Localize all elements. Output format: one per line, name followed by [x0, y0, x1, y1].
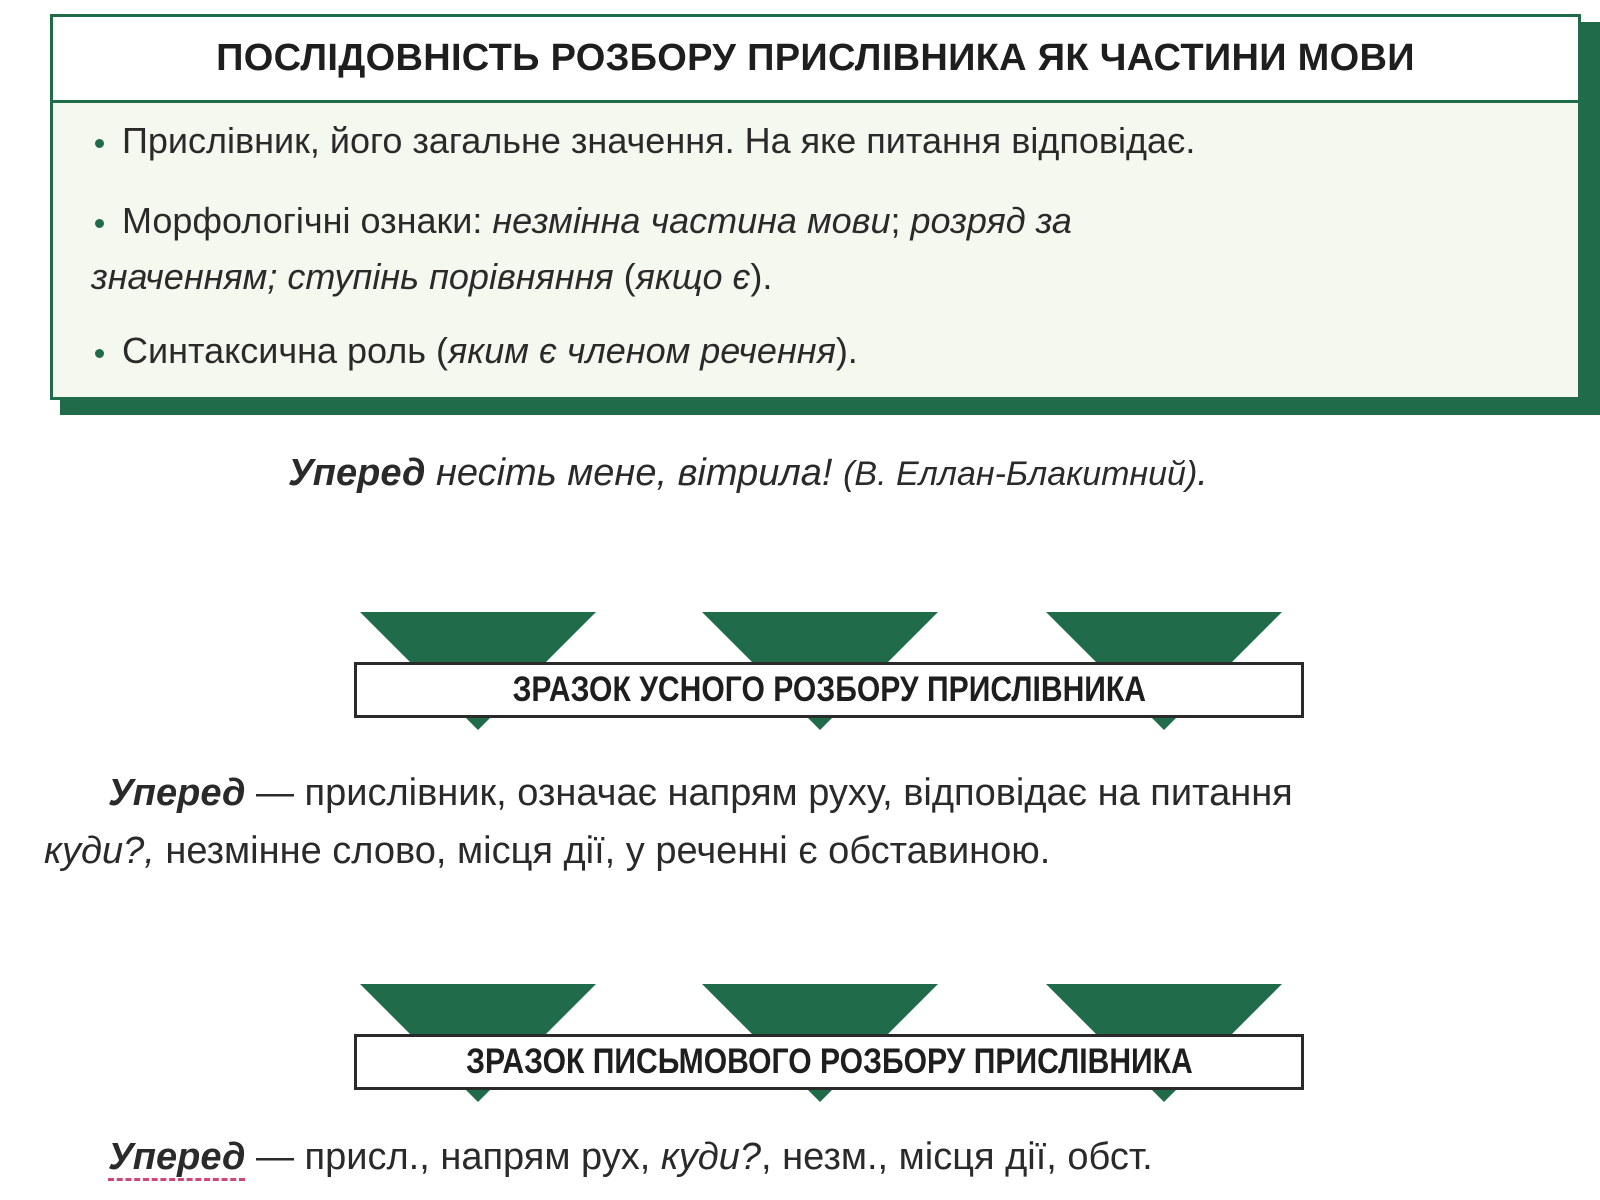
oral-banner	[340, 612, 1320, 752]
oral-banner-bar	[354, 662, 1304, 718]
rule-item-3	[91, 323, 1558, 379]
oral-line-2-text: незмінне слово, місця дії, у реченні є обставиною.	[154, 830, 1051, 872]
written-adverb: Уперед	[108, 1136, 245, 1181]
rule-item-2	[91, 193, 1558, 249]
rule-item-2-term-2: розряд за	[910, 200, 1072, 241]
rule-item-2-term-1: незмінна частина мови	[492, 200, 891, 241]
rule-item-3-end: ).	[835, 330, 858, 371]
rule-title-bar	[53, 17, 1578, 103]
example-end: .	[1197, 452, 1208, 494]
written-banner-title: ЗРАЗОК ПИСЬМОВОГО РОЗБОРУ ПРИСЛІВНИКА	[465, 1042, 1193, 1081]
written-text-2: , незм., місця дії, обст.	[761, 1136, 1153, 1178]
rule-item-1-text: Прислівник, його загальне значення. На яке питання відповідає.	[122, 120, 1196, 161]
rule-item-2-label: Морфологічні ознаки:	[122, 200, 493, 241]
oral-question: куди?,	[44, 830, 155, 872]
written-text-1: — присл., напрям рух,	[245, 1136, 661, 1178]
rule-item-1	[91, 113, 1558, 169]
oral-line-2	[44, 822, 1050, 880]
bullet-icon	[95, 139, 104, 148]
rule-item-2-cont	[91, 249, 1558, 305]
rule-item-3-term: яким є членом речення	[448, 330, 836, 371]
written-banner	[340, 984, 1320, 1124]
written-banner-bar	[354, 1034, 1304, 1090]
example-sentence	[288, 452, 1208, 495]
rule-box	[50, 14, 1581, 400]
rule-item-2-term-3: значенням; ступінь порівняння	[91, 256, 614, 297]
oral-line-1-text: — прислівник, означає напрям руху, відповідає на питання	[245, 772, 1293, 814]
example-text: несіть мене, вітрила!	[425, 452, 844, 494]
example-source: (В. Еллан-Блакитний)	[843, 455, 1198, 493]
written-question: куди?	[660, 1136, 762, 1178]
written-line	[108, 1128, 1153, 1186]
rule-item-3-label: Синтаксична роль (	[122, 330, 449, 371]
rule-item-2-paren-close: ).	[750, 256, 773, 297]
bullet-icon	[95, 219, 104, 228]
rule-item-2-term-4: якщо є	[635, 256, 751, 297]
oral-line-1	[108, 764, 1293, 822]
rule-title: ПОСЛІДОВНІСТЬ РОЗБОРУ ПРИСЛІВНИКА ЯК ЧАСТИНИ МОВИ	[216, 37, 1415, 79]
example-adverb: Уперед	[288, 452, 426, 494]
oral-banner-title: ЗРАЗОК УСНОГО РОЗБОРУ ПРИСЛІВНИКА	[512, 670, 1146, 709]
rule-item-2-sep: ;	[890, 200, 911, 241]
rule-item-2-paren-open: (	[613, 256, 636, 297]
oral-adverb: Уперед	[108, 772, 246, 814]
bullet-icon	[95, 349, 104, 358]
